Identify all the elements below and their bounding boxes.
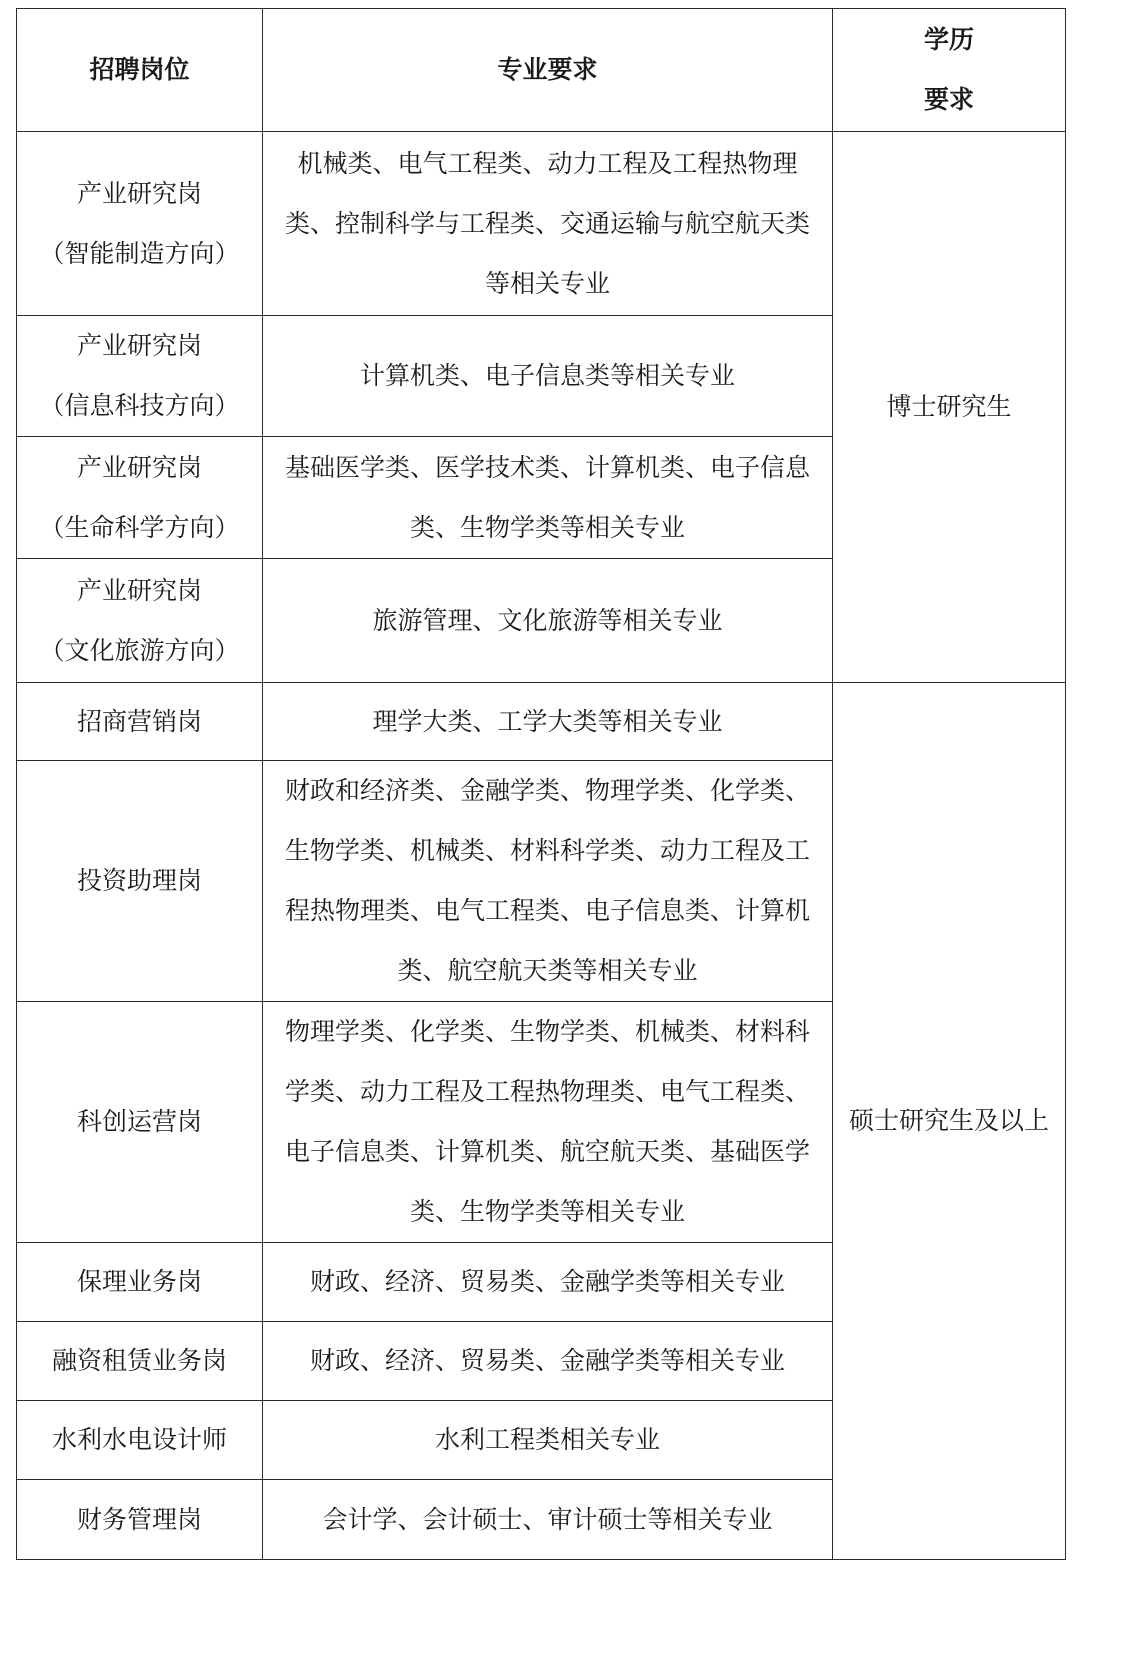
position-cell [17, 559, 263, 683]
major-cell: 物理学类、化学类、生物学类、机械类、材料科学类、动力工程及工程热物理类、电气工程类、电子信息类、计算机类、航空航天类、基础医学类、生物学类等相关专业 [263, 1002, 833, 1243]
header-education [833, 9, 1066, 132]
recruitment-table [16, 8, 1066, 1560]
header-education-line1: 学历 [923, 25, 974, 54]
major-cell: 机械类、电气工程类、动力工程及工程热物理类、控制科学与工程类、交通运输与航空航天类等相关专业 [263, 132, 833, 316]
position-name: 产业研究岗 [76, 452, 202, 482]
major-cell: 会计学、会计硕士、审计硕士等相关专业 [263, 1480, 833, 1560]
position-name: 产业研究岗 [76, 178, 202, 208]
position-cell [17, 132, 263, 316]
position-cell [17, 437, 263, 559]
header-major: 专业要求 [263, 9, 833, 132]
position-cell: 保理业务岗 [17, 1243, 263, 1322]
education-cell-phd: 博士研究生 [833, 132, 1066, 683]
major-cell: 旅游管理、文化旅游等相关专业 [263, 559, 833, 683]
major-cell: 理学大类、工学大类等相关专业 [263, 683, 833, 761]
position-name: 产业研究岗 [76, 331, 202, 360]
position-cell [17, 316, 263, 437]
position-direction: （智能制造方向） [39, 238, 240, 268]
major-cell: 财政、经济、贸易类、金融学类等相关专业 [263, 1322, 833, 1401]
position-cell: 招商营销岗 [17, 683, 263, 761]
major-cell: 财政和经济类、金融学类、物理学类、化学类、生物学类、机械类、材料科学类、动力工程及工程热物理类、电气工程类、电子信息类、计算机类、航空航天类等相关专业 [263, 761, 833, 1002]
major-cell: 水利工程类相关专业 [263, 1401, 833, 1480]
position-cell: 财务管理岗 [17, 1480, 263, 1560]
education-cell-master: 硕士研究生及以上 [833, 683, 1066, 1560]
header-row [17, 9, 1066, 132]
position-name: 产业研究岗 [76, 575, 202, 605]
table-row [17, 132, 1066, 316]
major-cell: 基础医学类、医学技术类、计算机类、电子信息类、生物学类等相关专业 [263, 437, 833, 559]
position-direction: （生命科学方向） [39, 512, 240, 542]
position-cell: 水利水电设计师 [17, 1401, 263, 1480]
position-cell: 融资租赁业务岗 [17, 1322, 263, 1401]
position-direction: （文化旅游方向） [39, 635, 240, 665]
header-position: 招聘岗位 [17, 9, 263, 132]
position-direction: （信息科技方向） [39, 391, 240, 420]
document-page [16, 8, 1066, 1560]
position-cell: 科创运营岗 [17, 1002, 263, 1243]
table-row [17, 683, 1066, 761]
major-cell: 计算机类、电子信息类等相关专业 [263, 316, 833, 437]
header-education-line2: 要求 [923, 85, 974, 114]
major-cell: 财政、经济、贸易类、金融学类等相关专业 [263, 1243, 833, 1322]
position-cell: 投资助理岗 [17, 761, 263, 1002]
